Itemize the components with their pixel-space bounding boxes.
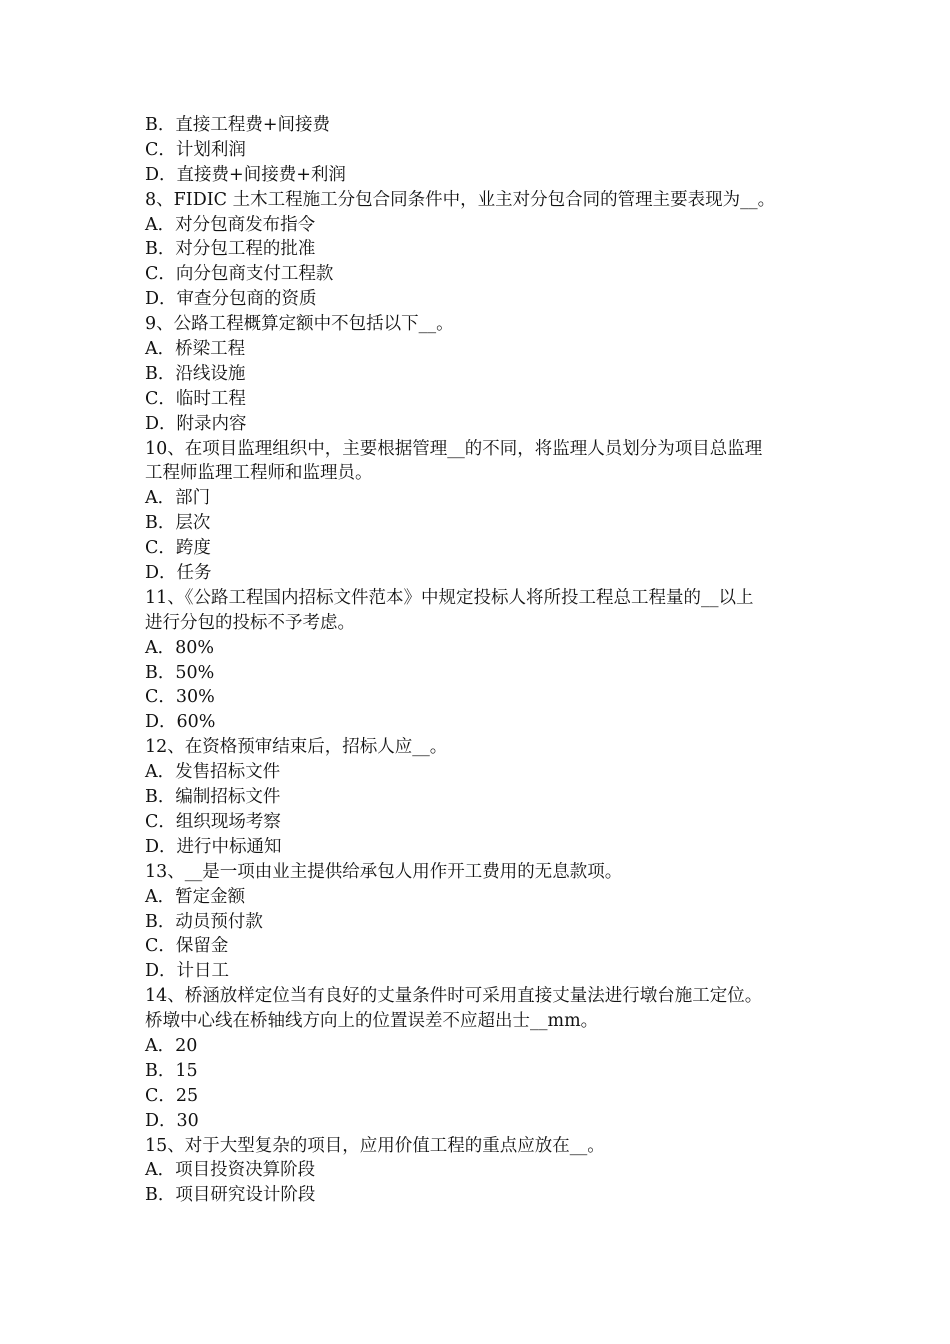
option-b-line: B．沿线设施 [145,363,246,384]
question-9-stem: 9、公路工程概算定额中不包括以下__。 [145,314,454,335]
option-c-line: C．向分包商支付工程款 [145,264,334,285]
question-12-stem: 12、在资格预审结束后，招标人应__。 [145,737,448,758]
option-a-line: A．暂定金额 [145,886,246,907]
option-a-line: A．部门 [145,488,211,509]
question-10-stem-cont: 工程师监理工程师和监理员。 [145,463,373,484]
option-a-line: A．80% [145,637,215,658]
option-d-line: D．附录内容 [145,413,247,434]
option-d-line: D．任务 [145,563,212,584]
option-a-line: A．发售招标文件 [145,762,281,783]
option-b-line: B．对分包工程的批准 [145,239,316,260]
option-d-line: D．进行中标通知 [145,836,282,857]
option-d-line: D．30 [145,1110,199,1131]
option-b-line: B．直接工程费+间接费 [145,115,331,135]
question-11-stem: 11、《公路工程国内招标文件范本》中规定投标人将所投工程总工程量的__以上 [145,587,754,608]
option-b-line: B．50% [145,662,215,683]
option-c-line: C．计划利润 [145,139,246,160]
option-c-line: C．组织现场考察 [145,811,281,832]
option-c-line: C．30% [145,687,215,708]
option-b-line: B．项目研究设计阶段 [145,1185,316,1206]
option-b-line: B．层次 [145,513,211,534]
option-a-line: A．20 [145,1035,198,1056]
option-c-line: C．临时工程 [145,388,246,409]
option-d-line: D．直接费+间接费+利润 [145,164,346,185]
question-13-stem: 13、__是一项由业主提供给承包人用作开工费用的无息款项。 [145,861,623,882]
question-10-stem: 10、在项目监理组织中，主要根据管理__的不同，将监理人员划分为项目总监理 [145,438,763,459]
option-c-line: C．25 [145,1085,199,1106]
question-14-stem: 14、桥涵放样定位当有良好的丈量条件时可采用直接丈量法进行墩台施工定位。 [145,986,763,1007]
question-11-stem-cont: 进行分包的投标不予考虑。 [145,612,355,633]
option-d-line: D．60% [145,712,216,733]
option-b-line: B．编制招标文件 [145,787,281,808]
question-8-stem: 8、FIDIC 土木工程施工分包合同条件中，业主对分包合同的管理主要表现为__。 [145,189,776,210]
option-d-line: D．计日工 [145,961,230,982]
option-c-line: C．保留金 [145,936,229,957]
question-15-stem: 15、对于大型复杂的项目，应用价值工程的重点应放在__。 [145,1135,605,1156]
option-a-line: A．对分包商发布指令 [145,214,316,235]
question-14-stem-cont: 桥墩中心线在桥轴线方向上的位置误差不应超出士__mm。 [145,1011,599,1032]
option-c-line: C．跨度 [145,538,211,559]
option-a-line: A．桥梁工程 [145,339,246,360]
option-b-line: B．动员预付款 [145,911,263,932]
option-a-line: A．项目投资决算阶段 [145,1160,316,1181]
option-b-line: B．15 [145,1060,198,1081]
option-d-line: D．审查分包商的资质 [145,289,317,310]
document-page [145,113,815,1208]
